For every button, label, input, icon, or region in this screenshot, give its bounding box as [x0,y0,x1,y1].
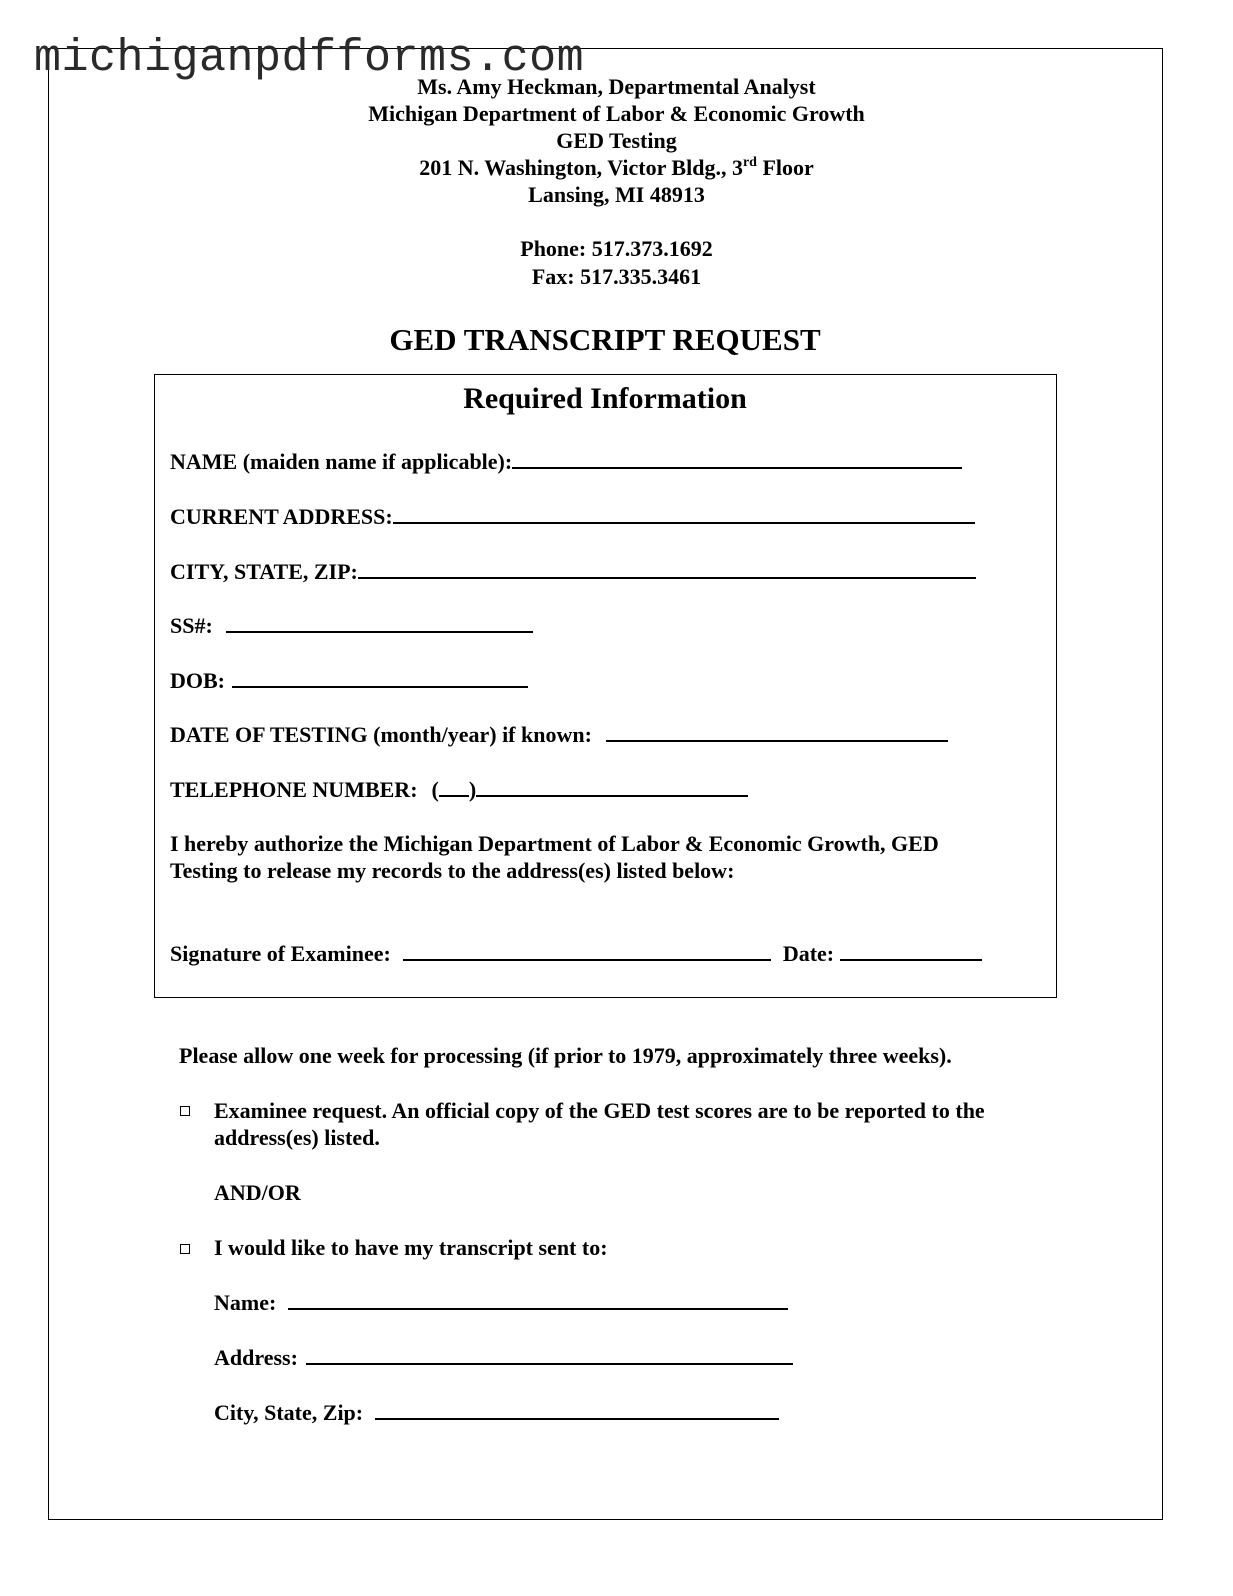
signature-row [170,939,982,967]
city-field-row [170,557,976,585]
current-address-input[interactable] [393,502,975,524]
date-input[interactable] [840,939,982,961]
department-name: Michigan Department of Labor & Economic Growth [368,101,865,126]
examinee-request-text: Examinee request. An official copy of the GED test scores are to be reported to the address(es) listed. [214,1098,985,1150]
analyst-name: Ms. Amy Heckman, Departmental Analyst [417,74,816,99]
name-field-row [170,447,962,475]
current-address-label: CURRENT ADDRESS: [170,504,393,529]
city-state-zip-label: CITY, STATE, ZIP: [170,559,358,584]
city-address: Lansing, MI 48913 [528,182,705,207]
date-label: Date: [782,941,835,966]
form-title: GED TRANSCRIPT REQUEST [389,322,821,357]
ss-field-row [170,611,533,639]
test-date-input[interactable] [606,720,948,742]
test-date-field-row [170,720,948,748]
send-transcript-text: I would like to have my transcript sent to: [214,1235,608,1260]
required-information-title: Required Information [463,382,747,415]
recipient-city-row [214,1398,779,1426]
dob-input[interactable] [232,666,528,688]
recipient-name-label: Name: [214,1290,277,1315]
recipient-address-label: Address: [214,1345,298,1370]
area-code-input[interactable] [439,775,469,797]
fax-number: Fax: 517.335.3461 [531,264,702,289]
area-code-open-paren: ( [431,777,439,802]
recipient-city-label: City, State, Zip: [214,1400,364,1425]
area-code-close-paren: ) [468,777,477,802]
ss-input[interactable] [226,611,533,633]
send-transcript-checkbox[interactable] [180,1244,190,1254]
watermark: michiganpdfforms.com [34,33,585,84]
recipient-name-input[interactable] [288,1288,788,1310]
dob-field-row [170,666,528,694]
test-date-label: DATE OF TESTING (month/year) if known: [170,722,592,747]
telephone-label: TELEPHONE NUMBER: [170,777,418,802]
telephone-input[interactable] [476,775,748,797]
phone-number: Phone: 517.373.1692 [520,236,713,261]
signature-input[interactable] [403,939,771,961]
ss-label: SS#: [170,613,213,638]
dob-label: DOB: [170,668,225,693]
address-field-row [170,502,975,530]
division-name: GED Testing [556,128,677,153]
and-or-text: AND/OR [214,1180,301,1205]
telephone-field-row [170,775,748,803]
signature-label: Signature of Examinee: [170,941,391,966]
processing-note: Please allow one week for processing (if prior to 1979, approximately three weeks). [179,1043,952,1068]
recipient-name-row [214,1288,788,1316]
examinee-request-checkbox[interactable] [180,1106,190,1116]
authorization-statement: I hereby authorize the Michigan Department of Labor & Economic Growth, GED Testing to release my records to the address(es) listed below: [170,831,939,883]
street-address: 201 N. Washington, Victor Bldg., 3rd Floor [419,155,814,180]
city-state-zip-input[interactable] [358,557,976,579]
name-label: NAME (maiden name if applicable): [170,449,513,474]
name-input[interactable] [512,447,962,469]
recipient-address-input[interactable] [306,1343,793,1365]
recipient-address-row [214,1343,793,1371]
recipient-city-input[interactable] [375,1398,779,1420]
